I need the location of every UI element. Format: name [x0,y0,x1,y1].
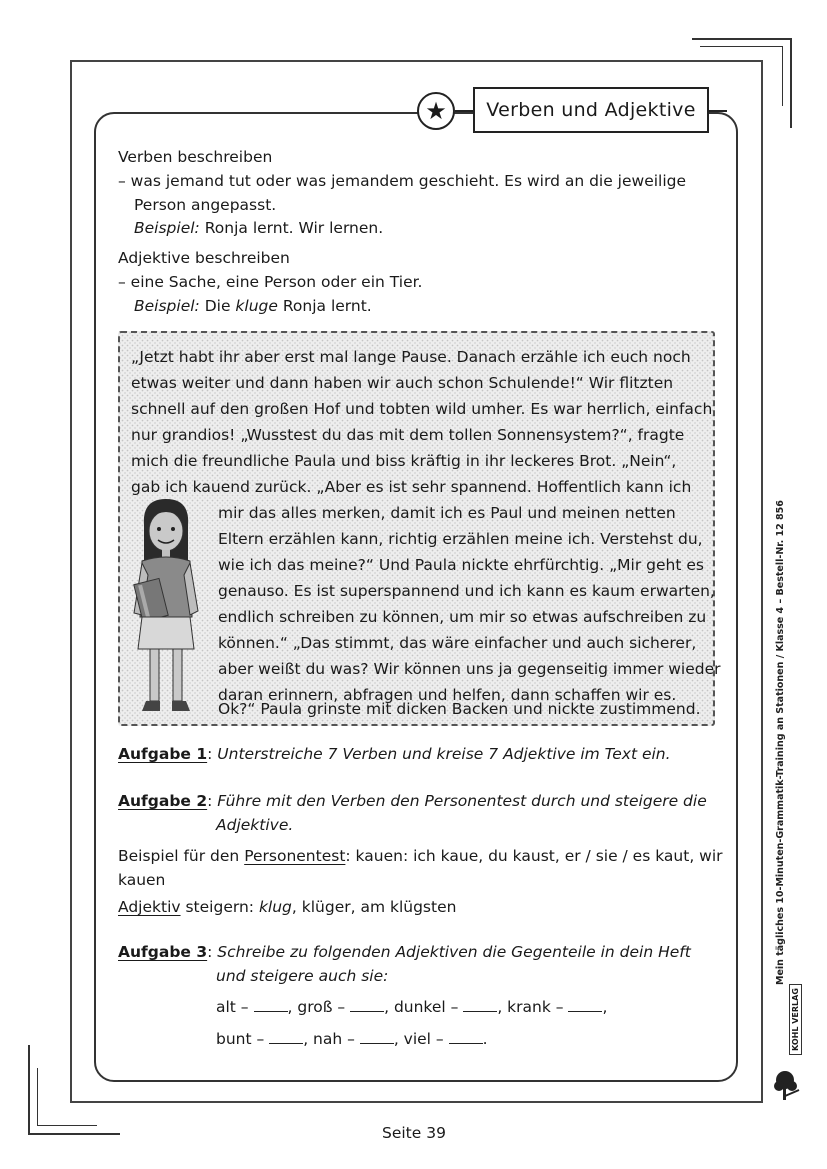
header-connector [455,110,473,112]
task-2: Aufgabe 2: Führe mit den Verben den Personentest durch und steigere die [118,792,707,810]
antonym-word: alt – [216,998,249,1016]
verben-definition-1: – was jemand tut oder was jemandem geschieht. Es wird an die jeweilige [118,172,687,190]
header-connector [709,110,727,112]
antonym-word: . [482,1030,488,1048]
story-line: mir das alles merken, damit ich es Paul und meinen netten [218,504,676,522]
task-text: Führe mit den Verben den Personentest durch und steigere die [217,792,707,810]
example-post: : kauen: ich kaue, du kaust, er / sie / es kaut, wir [345,847,723,865]
publisher-logo: KOHL VERLAG [789,984,802,1055]
adjektiv-example [118,896,456,920]
task-3: Aufgabe 3: Schreibe zu folgenden Adjektiven die Gegenteile in dein Heft [118,943,691,961]
adjektiv-term: Adjektiv [118,898,181,916]
example-text: Ronja lernt. Wir lernen. [204,219,384,237]
antonym-word: , [602,998,608,1016]
order-number-text: Mein tägliches 10-Minuten-Grammatik-Training an Stationen / Klasse 4 – Bestell-Nr. 12 856 [775,500,786,985]
verben-definition-2: Person angepasst. [134,196,277,214]
star-icon: ★ [417,92,455,130]
antonym-word: , dunkel – [384,998,459,1016]
example-pre: Beispiel für den [118,847,240,865]
story-line: genauso. Es ist superspannend und ich kann es kaum erwarten, [218,582,715,600]
corner-line [28,1133,120,1135]
story-line: schnell auf den großen Hof und tobten wild umher. Es war herrlich, einfach [131,400,713,418]
story-line: können.“ „Das stimmt, das wäre einfacher und auch sicherer, [218,634,697,652]
task-label: Aufgabe 2 [118,792,208,810]
corner-line [37,1125,97,1126]
antonym-word: , viel – [393,1030,444,1048]
corner-line [782,46,783,106]
tree-logo-icon [773,1068,803,1102]
adjektive-definition: – eine Sache, eine Person oder ein Tier. [118,273,423,291]
answer-blank[interactable] [350,1010,384,1012]
story-line: mich die freundliche Paula und biss kräftig in ihr leckeres Brot. „Nein“, [131,452,677,470]
adjektive-example [134,295,372,319]
task-text: Schreibe zu folgenden Adjektiven die Gegenteile in dein Heft [217,943,691,961]
girl-illustration [128,495,208,717]
answer-blank[interactable] [568,1010,602,1012]
antonym-row-1 [216,996,607,1020]
story-line: etwas weiter und dann haben wir auch schon Schulende!“ Wir flitzten [131,374,674,392]
corner-line [692,38,792,40]
example-label: Beispiel: [134,297,200,315]
verben-heading: Verben beschreiben [118,148,273,166]
story-line: gab ich kauend zurück. „Aber es ist sehr spannend. Hoffentlich kann ich [131,478,692,496]
task-label: Aufgabe 3 [118,943,208,961]
answer-blank[interactable] [254,1010,288,1012]
adjektive-heading: Adjektive beschreiben [118,249,290,267]
story-line: nur grandios! „Wusstest du das mit dem tollen Sonnensystem?“, fragte [131,426,685,444]
story-line: daran erinnern, abfragen und helfen, dann schaffen wir es. [218,686,677,704]
adjektiv-pre: steigern: [185,898,255,916]
antonym-word: , groß – [287,998,346,1016]
answer-blank[interactable] [360,1042,394,1044]
answer-blank[interactable] [449,1042,483,1044]
personentest-term: Personentest [244,847,346,865]
antonym-row-2 [216,1028,488,1052]
task-1: Aufgabe 1: Unterstreiche 7 Verben und kreise 7 Adjektive im Text ein. [118,745,671,763]
adjektiv-word: klug [258,898,292,916]
adjektiv-post: , klüger, am klügsten [291,898,457,916]
story-line: Eltern erzählen kann, richtig erzählen meine ich. Verstehst du, [218,530,703,548]
page-title: Verben und Adjektive [473,87,709,133]
story-line: Ok?“ Paula grinste mit dicken Backen und nickte zustimmend. [218,700,701,718]
task-text: Unterstreiche 7 Verben und kreise 7 Adjektive im Text ein. [217,745,671,763]
story-line: aber weißt du was? Wir können uns ja gegenseitig immer wieder [218,660,721,678]
corner-line [700,46,783,47]
corner-line [37,1068,38,1125]
personentest-example [118,845,723,869]
answer-blank[interactable] [463,1010,497,1012]
story-line: wie ich das meine?“ Und Paula nickte ehrfürchtig. „Mir geht es [218,556,704,574]
example-text: Die [204,297,231,315]
page-number: Seite 39 [382,1124,446,1142]
task-2-line-2: Adjektive. [216,816,294,834]
antonym-word: , krank – [497,998,564,1016]
personentest-example-2: kauen [118,871,166,889]
story-line: „Jetzt habt ihr aber erst mal lange Pause. Danach erzähle ich euch noch [131,348,691,366]
example-word: kluge [235,297,278,315]
example-text: Ronja lernt. [282,297,372,315]
example-label: Beispiel: [134,219,200,237]
task-3-line-2: und steigere auch sie: [216,967,389,985]
task-label: Aufgabe 1 [118,745,208,763]
corner-line [28,1045,30,1135]
story-line: endlich schreiben zu können, um mir so etwas aufschreiben zu [218,608,707,626]
corner-line [790,38,792,128]
antonym-word: bunt – [216,1030,265,1048]
verben-example [134,217,383,241]
answer-blank[interactable] [269,1042,303,1044]
antonym-word: , nah – [303,1030,355,1048]
